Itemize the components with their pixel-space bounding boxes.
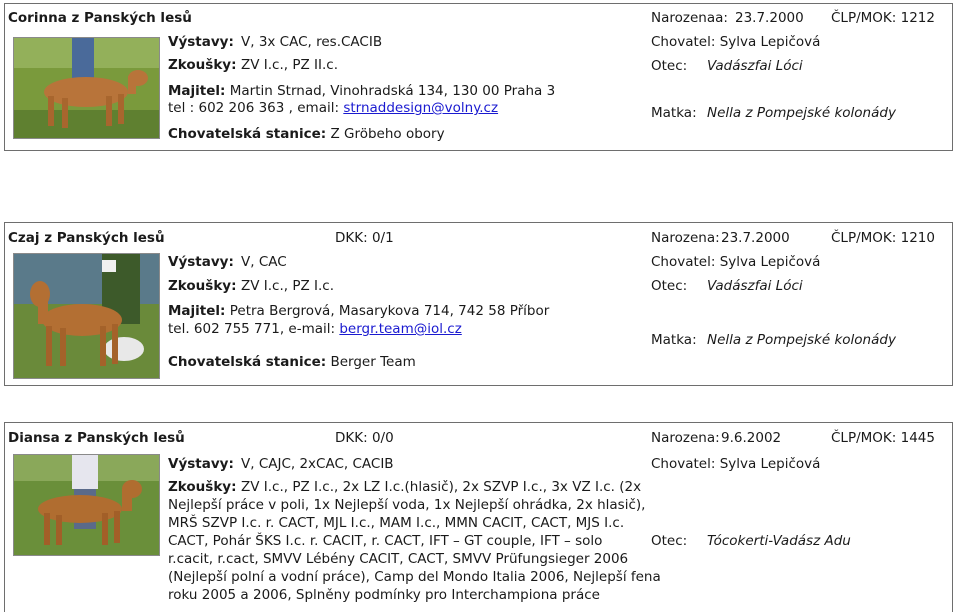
trials-line: roku 2005 a 2006, Splněny podmínky pro Interchampiona práce	[168, 587, 600, 603]
kennel-value: Berger Team	[330, 354, 416, 370]
owner-label: Majitel:	[168, 303, 226, 319]
trials-label: Zkoušky:	[168, 57, 237, 73]
shows-value: V, CAJC, 2xCAC, CACIB	[241, 456, 394, 472]
birth-date: 9.6.2002	[721, 430, 782, 446]
dog-name: Diansa z Panských lesů	[8, 430, 185, 446]
dam-name: Nella z Pompejské kolonády	[707, 332, 896, 348]
sire-label: Otec:	[651, 278, 688, 294]
dkk-score: DKK: 0/1	[335, 230, 394, 246]
shows-label: Výstavy:	[168, 34, 234, 50]
dog-photo	[13, 253, 160, 379]
birth-label: Narozena:	[651, 430, 720, 446]
trials-label: Zkoušky:	[168, 479, 237, 495]
trials-line: r.cacit, r.cact, SMVV Lébény CACIT, CACT, SMVV Prüfungsieger 2006	[168, 551, 629, 567]
shows-label: Výstavy:	[168, 254, 234, 270]
email-link[interactable]: bergr.team@iol.cz	[339, 321, 462, 337]
kennel-value: Z Gröbeho obory	[330, 126, 445, 142]
sire-label: Otec:	[651, 58, 688, 74]
owner-value: Martin Strnad, Vinohradská 134, 130 00 Praha 3	[229, 83, 556, 99]
breeder: Chovatel: Sylva Lepičová	[651, 456, 821, 472]
sire-name: Vadászfai Lóci	[707, 278, 803, 294]
trials-value: ZV I.c., PZ I.c.	[241, 278, 335, 294]
shows-value: V, CAC	[241, 254, 287, 270]
sire-label: Otec:	[651, 533, 688, 549]
dam-label: Matka:	[651, 332, 697, 348]
dog-card-corinna	[4, 3, 953, 151]
dkk-score: DKK: 0/0	[335, 430, 394, 446]
breeder: Chovatel: Sylva Lepičová	[651, 34, 821, 50]
owner-label: Majitel:	[168, 83, 226, 99]
contact-text: tel. 602 755 771, e-mail:	[168, 321, 340, 337]
sire-name: Tócokerti-Vadász Adu	[707, 533, 851, 549]
studbook-number: ČLP/MOK: 1445	[831, 430, 935, 446]
contact-text: tel : 602 206 363 , email:	[168, 100, 344, 116]
trials-line: CACT, Pohár ŠKS I.c. r. CACIT, r. CACT, IFT – GT couple, IFT – solo	[168, 533, 603, 549]
trials-label: Zkoušky:	[168, 278, 237, 294]
dog-photo-image	[14, 455, 159, 555]
birth-label: Narozenaa:	[651, 10, 728, 26]
dog-card-czaj	[4, 222, 953, 386]
kennel-label: Chovatelská stanice:	[168, 126, 327, 142]
email-link[interactable]: strnaddesign@volny.cz	[343, 100, 499, 116]
studbook-number: ČLP/MOK: 1212	[831, 10, 935, 26]
owner-value: Petra Bergrová, Masarykova 714, 742 58 Příbor	[229, 303, 550, 319]
studbook-number: ČLP/MOK: 1210	[831, 230, 935, 246]
dog-card-diansa	[4, 422, 953, 612]
dam-name: Nella z Pompejské kolonády	[707, 105, 896, 121]
dog-photo-image	[14, 254, 159, 378]
trials-value: ZV I.c., PZ I.c., 2x LZ I.c.(hlasič), 2x SZVP I.c., 3x VZ I.c. (2x	[241, 479, 642, 495]
dog-photo-image	[14, 38, 159, 138]
shows-value: V, 3x CAC, res.CACIB	[241, 34, 383, 50]
shows-label: Výstavy:	[168, 456, 234, 472]
birth-date: 23.7.2000	[721, 230, 790, 246]
breeder: Chovatel: Sylva Lepičová	[651, 254, 821, 270]
dog-name: Czaj z Panských lesů	[8, 230, 165, 246]
dog-photo	[13, 37, 160, 139]
sire-name: Vadászfai Lóci	[707, 58, 803, 74]
trials-line: Nejlepší práce v poli, 1x Nejlepší voda, 1x Nejlepší ohrádka, 2x hlasič),	[168, 497, 646, 513]
trials-line: MRŠ SZVP I.c. r. CACT, MJL I.c., MAM I.c., MMN CACIT, CACT, MJS I.c.	[168, 515, 625, 531]
trials-line: (Nejlepší polní a vodní práce), Camp del Mondo Italia 2006, Nejlepší fena	[168, 569, 661, 585]
trials-value: ZV I.c., PZ II.c.	[241, 57, 338, 73]
birth-label: Narozena:	[651, 230, 720, 246]
kennel-label: Chovatelská stanice:	[168, 354, 327, 370]
birth-date: 23.7.2000	[735, 10, 804, 26]
dog-photo	[13, 454, 160, 556]
dam-label: Matka:	[651, 105, 697, 121]
dog-name: Corinna z Panských lesů	[8, 10, 192, 26]
